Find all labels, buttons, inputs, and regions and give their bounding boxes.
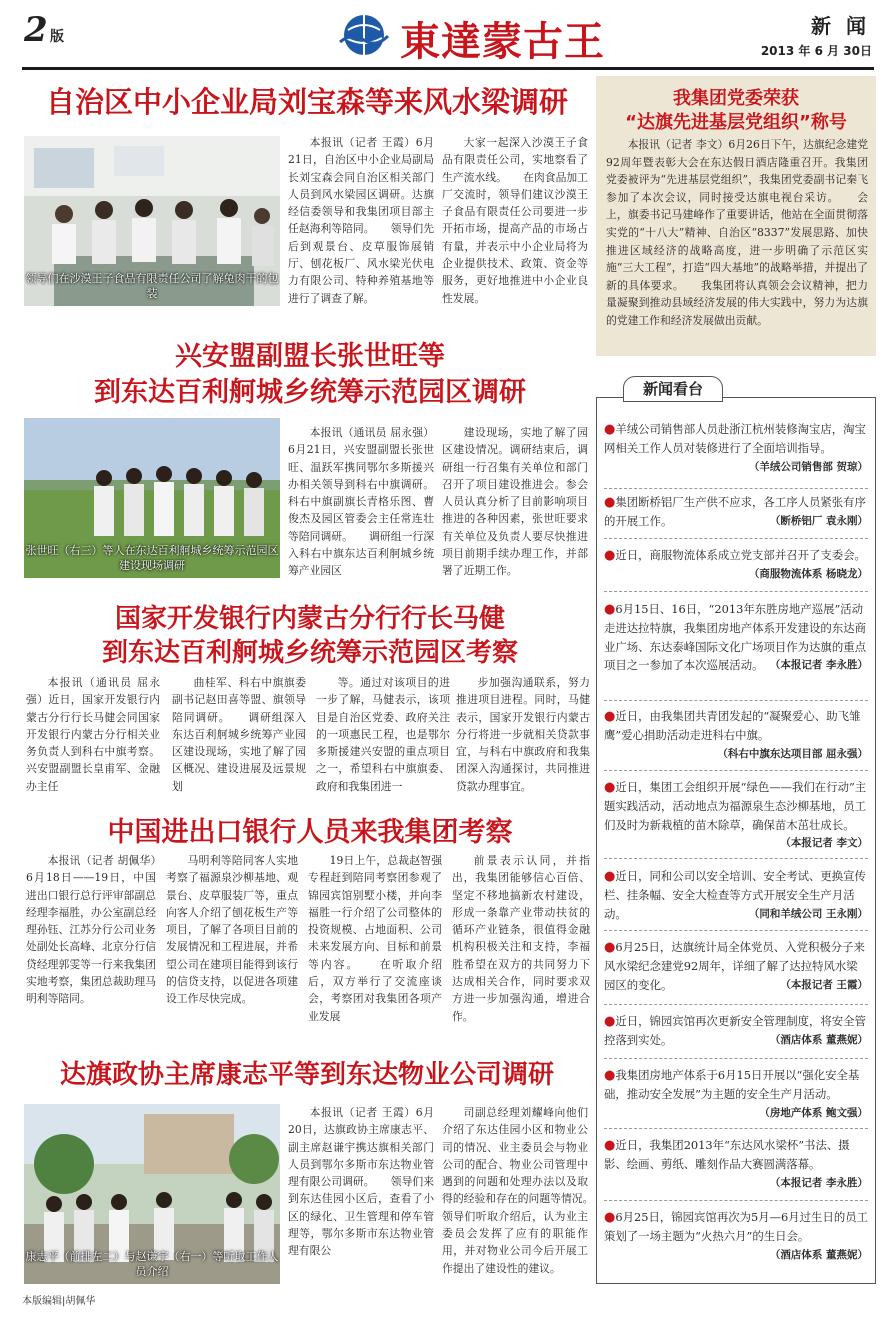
news-separator [604, 930, 868, 931]
news-glance-title: 新闻看台 [623, 376, 723, 402]
article2-column-2: 建设现场，实地了解了园区建设情况。调研结束后，调研组一行召集有关单位和部门召开了项目建设推进会。参会人员认真分析了目前影响项目推进的各种因素，张世旺要求有关单位及负责人要尽快推进项目前期手续办理工作，并部署了近期工作。 [442, 426, 588, 578]
article1-title: 自治区中小企业局刘宝森等来风水梁调研 [45, 85, 568, 119]
section-name: 新 闻 [811, 14, 870, 38]
news-item: ●羊绒公司销售部人员赴浙江杭州装修淘宝店，淘宝网相关工作人员对装修进行了全面培训指导。 （羊绒公司销售部 贺琼） [604, 422, 868, 473]
news-item: ●近日，由我集团共青团发起的“凝聚爱心、助飞雏鹰”爱心捐助活动走进科右中旗。 （科右中旗东达项目部 屈永强） [604, 709, 868, 760]
news-separator [604, 1004, 868, 1005]
article4-title: 中国进出口银行人员来我集团考察 [107, 817, 513, 848]
article1-column-2: 大家一起深入沙漠王子食品有限责任公司，实地察看了生产流水线。 在肉食品加工厂交流时，领导们建议沙漠王子食品有限责任公司要进一步开拓市场，提高产品的市场占有量，并表示中小企业局将为企业提供技术、政策、资金等服务，更好地推进中小企业良性发展。 [442, 136, 588, 305]
news-separator [604, 700, 868, 701]
article3-column-4: 步加强沟通联系，努力推进项目进程。同时，马健表示，国家开发银行内蒙古分行将进一步就相关贷款事宜，与科右中旗政府和我集团深入沟通探讨，共同推进贷款办理事宜。 [456, 676, 590, 793]
bullet-icon: ● [604, 709, 616, 724]
article3-title-line2: 到东达百利舸城乡统筹示范园区考察 [101, 638, 518, 668]
bullet-icon: ● [604, 1068, 616, 1083]
article4-column-2: 马明利等陪同客人实地考察了福源泉沙柳基地、观景台、皮草服装厂等，重点向客人介绍了刨花板生产等项目，了解了各项目目前的发展情况和工程进展，并希望公司在建项目能得到该行的信贷支持，以促进各项建设工作尽快完成。 [166, 854, 298, 1006]
bullet-icon: ● [604, 940, 616, 955]
news-item: ●近日，我集团2013年“东达风水梁杯”书法、摄影、绘画、剪纸、雕刻作品大赛圆满落幕。 （本报记者 李永胜） [604, 1138, 868, 1189]
globe-logo-icon [338, 12, 390, 58]
bullet-icon: ● [604, 780, 616, 795]
article2-title-line1: 兴安盟副盟长张世旺等 [175, 341, 445, 372]
bullet-icon: ● [604, 422, 616, 437]
news-separator [604, 488, 868, 489]
article5-title: 达旗政协主席康志平等到东达物业公司调研 [59, 1060, 554, 1090]
issue-date: 2013 年 6 月 30日 [760, 44, 872, 58]
article3-column-2: 曲桂军、科右中旗旗委副书记赵田喜等盟、旗领导陪同调研。 调研组深入东达百利舸城乡统筹产业园区建设现场，实地了解了园区概况、建设进展及远景规划 [172, 676, 306, 793]
bullet-icon: ● [604, 548, 616, 563]
article2-photo [24, 418, 280, 578]
article2-title-line2: 到东达百利舸城乡统筹示范园区调研 [94, 377, 526, 408]
news-item: ●6月25日，达旗统计局全体党员、入党积极分子来风水梁纪念建党92周年，详细了解了达拉特风水梁园区的变化。 （本报记者 王霞） [604, 940, 868, 992]
party-award-body: 本报讯（记者 李文）6月26日下午，达旗纪念建党92周年暨表彰大会在东达假日酒店隆重召开。我集团党委被评为“先进基层党组织”，我集团党委副书记秦飞参加了本次会议，同时接受达旗电视台采访。 会上，旗委书记马建峰作了重要讲话，他站在全面贯彻落实党的“十八大”精神、自治区“8337”发展思路、加快推进区域经济的战略高度，进一步明确了示范区实施“三大工程”，打造“四大基地”的战略举措，并提出了新的具体要求。 我集团将认真领会会议精神，把力量凝聚到推动县域经济发展的伟大实践中，努力为达旗的党建工作和经济发展做出贡献。 [606, 138, 868, 327]
bullet-icon: ● [604, 495, 616, 510]
article5-column-1: 本报讯（记者 王霞）6月20日，达旗政协主席康志平、副主席赵谦宇携达旗相关部门人员到鄂尔多斯市东达物业管理有限公司调研。 领导们来到东达佳园小区后，查看了小区的绿化、卫生管理和停车管理等，鄂尔多斯市东达物业管理有限公 [288, 1106, 434, 1258]
news-separator [604, 591, 868, 592]
article5-photo [24, 1104, 280, 1284]
newspaper-logo: 東達蒙古王 [400, 18, 605, 65]
party-award-title-line2: “达旗先进基层党组织”称号 [625, 112, 847, 133]
masthead-rule [22, 67, 874, 70]
article2-caption: 张世旺（右三）等人在东达百利舸城乡统筹示范园区建设现场调研 [25, 544, 279, 573]
article4-column-3: 19日上午，总裁赵智强专程赶到陪同考察团参观了锦园宾馆别墅小楼，并向李福胜一行介绍了公司整体的投资规模、占地面积、公司未来发展方向、目标和前景等内容。 在听取介绍后，双方举行了交流座谈会，考察团对我集团各项产业发展 [308, 854, 442, 1023]
masthead [0, 0, 890, 74]
page-editor: 本版编辑|胡佩华 [22, 1296, 96, 1307]
news-separator [604, 1200, 868, 1201]
news-separator [604, 858, 868, 859]
bullet-icon: ● [604, 869, 616, 884]
article3-title-line1: 国家开发银行内蒙古分行行长马健 [114, 604, 505, 634]
page-number-suffix: 版 [50, 29, 64, 45]
bullet-icon: ● [604, 1210, 616, 1225]
news-item: ●近日，商服物流体系成立党支部并召开了支委会。 （商服物流体系 杨晓龙） [604, 548, 868, 581]
article3-column-1: 本报讯（通讯员 屈永强）近日，国家开发银行内蒙古分行行长马健会同国家开发银行内蒙古分行相关业务负责人到科右中旗考察。兴安盟副盟长皇甫军、金融办主任 [26, 676, 160, 793]
news-separator [604, 1128, 868, 1129]
article3-column-3: 等。通过对该项目的进一步了解，马健表示，该项目是自治区党委、政府关注的一项惠民工程，也是鄂尔多斯援建兴安盟的重点项目之一，希望科右中旗旗委、政府和我集团进一 [316, 676, 450, 793]
news-item: ●我集团房地产体系于6月15日开展以“强化安全基础，推动安全发展”为主题的安全生产月活动。 （房地产体系 鲍文强） [604, 1068, 868, 1119]
article1-photo [24, 136, 280, 306]
article4-column-1: 本报讯（记者 胡佩华）6月18日——19日，中国进出口银行总行评审部副总经理李福胜，办公室副总经理孙钰、江苏分行公司业务处副处长高峰、北京分行信贷经理郭雯等一行来我集团实地考察，集团总裁助理马明利等陪同。 [26, 854, 156, 1006]
news-item: ●6月25日，锦园宾馆再次为5月—6月过生日的员工策划了一场主题为“火热六月”的生日会。 （酒店体系 董燕妮） [604, 1210, 869, 1261]
news-item: ●近日，同和公司以安全培训、安全考试、更换宣传栏、挂条幅、安全大检查等方式开展安全生产月活动。 （同和羊绒公司 王永刚） [604, 869, 868, 921]
news-item: ●6月15日、16日，“2013年东胜房地产巡展”活动走进达拉特旗，我集团房地产体系开发建设的东达商业广场、东达泰峰国际文化广场项目作为达旗的重点项目之一参加了本次巡展活动。 （本报记者 李永胜） [604, 602, 868, 673]
news-separator [604, 538, 868, 539]
news-separator [604, 770, 868, 771]
party-award-title-line1: 我集团党委荣获 [673, 88, 799, 109]
article1-column-1: 本报讯（记者 王霞）6月21日，自治区中小企业局副局长刘宝森会同自治区相关部门人员到风水梁园区调研。达旗经信委领导和我集团项目部主任赵海利等陪同。 领导们先后到观景台、皮草服饰展销厅、刨花板厂、风水梁光伏电力有限公司、特种养殖基地等进行了调查了解。 [288, 136, 434, 305]
bullet-icon: ● [604, 1138, 616, 1153]
article2-column-1: 本报讯（通讯员 屈永强）6月21日，兴安盟副盟长张世旺、温跃军携同鄂尔多斯援兴办相关领导到科右中旗调研。科右中旗副旗长青格乐图、曹俊杰及园区管委会主任常连壮等陪同调研。 调研组一行深入科右中旗东达百利舸城乡统筹产业园区 [288, 426, 434, 578]
article5-column-2: 司副总经理刘耀峰向他们介绍了东达佳园小区和物业公司的情况、业主委员会与物业公司的配合、物业公司管理中遇到的问题和处理办法以及取得的经验和存在的问题等情况。 领导们听取介绍后，认为业主委员会发挥了应有的职能作用，并对物业公司今后开展工作提出了建设性的建议。 [442, 1106, 610, 1275]
news-item: ●近日，锦园宾馆再次更新安全管理制度，将安全管控落到实处。 （酒店体系 董燕妮） [604, 1014, 868, 1048]
bullet-icon: ● [604, 1014, 616, 1029]
news-item: ●近日，集团工会组织开展“绿色——我们在行动”主题实践活动，活动地点为福源泉生态沙柳基地，员工们及时为新栽植的苗木除草，确保苗木茁壮成长。 （本报记者 李文） [604, 780, 868, 850]
page-number: 2 [24, 10, 48, 50]
article4-column-4: 前景表示认同，并指出，我集团能够信心百倍、坚定不移地搞新农村建设，形成一条靠产业带动扶贫的循环产业链条，很值得金融机构积极关注和支持，李福胜希望在双方的共同努力下达成相关合作，同时要求双方进一步加强沟通，增进合作。 [452, 854, 590, 1023]
bullet-icon: ● [604, 602, 616, 617]
news-separator [604, 1058, 868, 1059]
news-item: ●集团断桥铝厂生产供不应求，各工序人员紧张有序的开展工作。 （断桥铝厂 袁永刚） [604, 495, 868, 529]
article1-caption: 领导们在沙漠王子食品有限责任公司了解兔肉干的包装 [25, 272, 279, 301]
article5-caption: 康志平（前排左二）与赵谦宇（右一）等听取工作人员介绍 [25, 1250, 279, 1279]
